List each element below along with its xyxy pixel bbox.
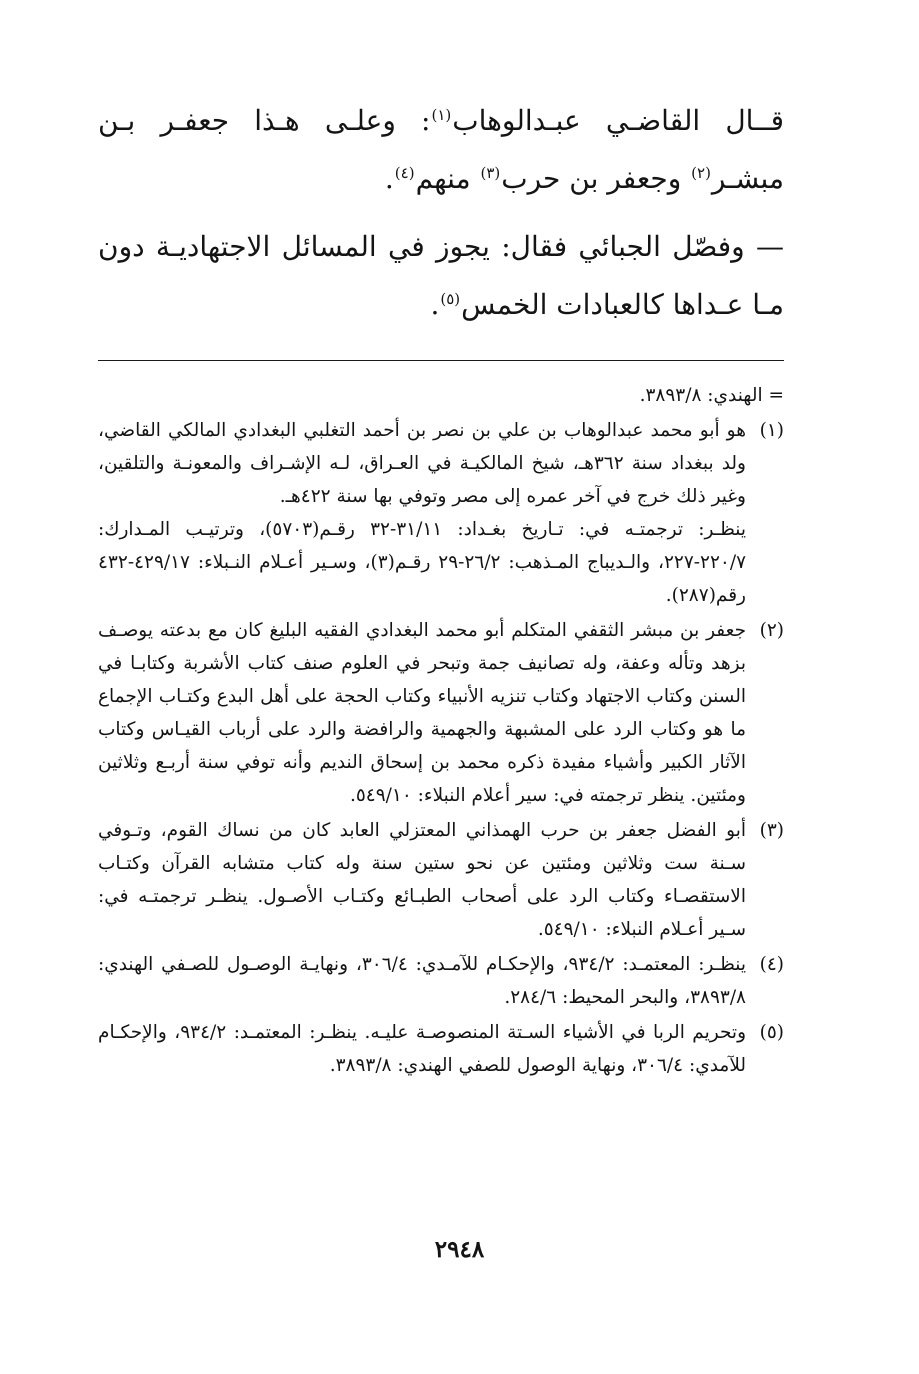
- footnote-reference-2[interactable]: (٢): [691, 163, 711, 182]
- footnote-number: (٢): [759, 620, 784, 641]
- footnote-reference-3[interactable]: (٣): [480, 163, 501, 182]
- main-text-segment: وجعفر بن حرب: [501, 162, 691, 195]
- main-text: [98, 92, 784, 334]
- main-text-segment: منهم: [415, 162, 480, 195]
- main-text-segment: .: [384, 162, 394, 195]
- footnote-3: [98, 814, 784, 946]
- footnote-divider: [98, 360, 784, 361]
- main-paragraph-1: [98, 92, 784, 208]
- footnote-5: [98, 1016, 784, 1082]
- main-text-segment: قــال القاضـي عبـدالوهاب: [452, 104, 785, 137]
- footnote-reference-5[interactable]: (٥): [440, 289, 461, 308]
- footnote-number: (٥): [759, 1022, 784, 1043]
- footnote-text: هو أبو محمد عبدالوهاب بن علي بن نصر بن أحمد التغلبي البغدادي المالكي القاضي، ولد ببغداد سنة ٣٦٢هـ، شيخ المالكيـة في العـراق، لـه الإشـراف والمعونـة والتلقين، وغير ذلك خرج في آخر عمره إلى مصر وتوفي بها سنة ٤٢٢هـ.: [98, 420, 746, 507]
- main-text-segment: .: [430, 288, 440, 321]
- page-body: [98, 92, 784, 1082]
- footnote-number: (١): [759, 420, 784, 441]
- footnote-number: (٤): [759, 954, 784, 975]
- page-number: ٢٩٤٨: [434, 1236, 485, 1263]
- footnote-reference-text: ينظـر: ترجمتـه في: تـاريخ بغـداد: ٣١/١١-٣٢ رقـم(٥٧٠٣)، وترتيـب المـدارك: ٢٢٠/٧-٢٢٧، والـديباج المـذهب: ٢٦/٢-٢٩ رقـم(٣)، وسـير أعـلام النـبلاء: ٤٢٩/١٧-٤٣٢ رقم(٢٨٧).: [98, 519, 747, 606]
- footnote-number: (٣): [759, 820, 784, 841]
- main-text-segment: — وفصّل الجبائي فقال: يجوز في المسائل الاجتهاديـة دون مـا عـداها كالعبادات الخمس: [98, 230, 784, 321]
- main-text-segment: : وعلـى هـذا جعفـر بـن مبشـر: [98, 104, 784, 195]
- footnote-2: [98, 614, 784, 812]
- footnote-1: [98, 414, 784, 612]
- footnote-text: وتحريم الربا في الأشياء السـتة المنصوصـة عليـه. ينظـر: المعتمـد: ٩٣٤/٢، والإحكـام للآمدي: ٣٠٦/٤، ونهاية الوصول للصفي الهندي: ٣٨٩٣/٨.: [98, 1022, 746, 1076]
- footnotes-section: [98, 379, 784, 1082]
- footnote-reference-1[interactable]: (١): [431, 105, 452, 124]
- footnote-4: [98, 948, 784, 1014]
- footnote-continuation: = الهندي: ٣٨٩٣/٨.: [639, 385, 784, 406]
- footnote-text: أبو الفضل جعفر بن حرب الهمذاني المعتزلي العابد كان من نساك القوم، وتـوفي سـنة ست وثلاثين ومئتين عن نحو ستين سنة وله كتاب متشابه القرآن وكتـاب الاستقصـاء وكتاب الرد على أصحاب الطبـائع وكتـاب الأصـول. ينظـر ترجمتـه في: سـير أعـلام النبلاء: ٥٤٩/١٠.: [98, 820, 746, 940]
- main-paragraph-2: [98, 218, 784, 334]
- footnote-text: جعفر بن مبشر الثقفي المتكلم أبو محمد البغدادي الفقيه البليغ كان مع بدعته يوصـف بزهد وتأله وعفة، وله تصانيف جمة وتبحر في العلوم صنف كتاب الأشربة وكتابـا في السنن وكتاب الاجتهاد وكتاب تنزيه الأنبياء وكتاب الحجة على أهل البدع وكتـاب الإجماع ما هو وكتاب الرد على المشبهة والجهمية والرافضة والرد على أرباب القيـاس وكتاب الآثار الكبير وأشياء مفيدة ذكره محمد بن إسحاق النديم وأنه توفي سنة أربـع وثلاثين ومئتين. ينظر ترجمته في: سير أعلام النبلاء: ٥٤٩/١٠.: [98, 620, 746, 806]
- footnote-reference-4[interactable]: (٤): [394, 163, 415, 182]
- footnote-text: ينظـر: المعتمـد: ٩٣٤/٢، والإحكـام للآمـدي: ٣٠٦/٤، ونهايـة الوصـول للصـفي الهندي: ٣٨٩٣/٨، والبحر المحيط: ٢٨٤/٦.: [98, 954, 746, 1008]
